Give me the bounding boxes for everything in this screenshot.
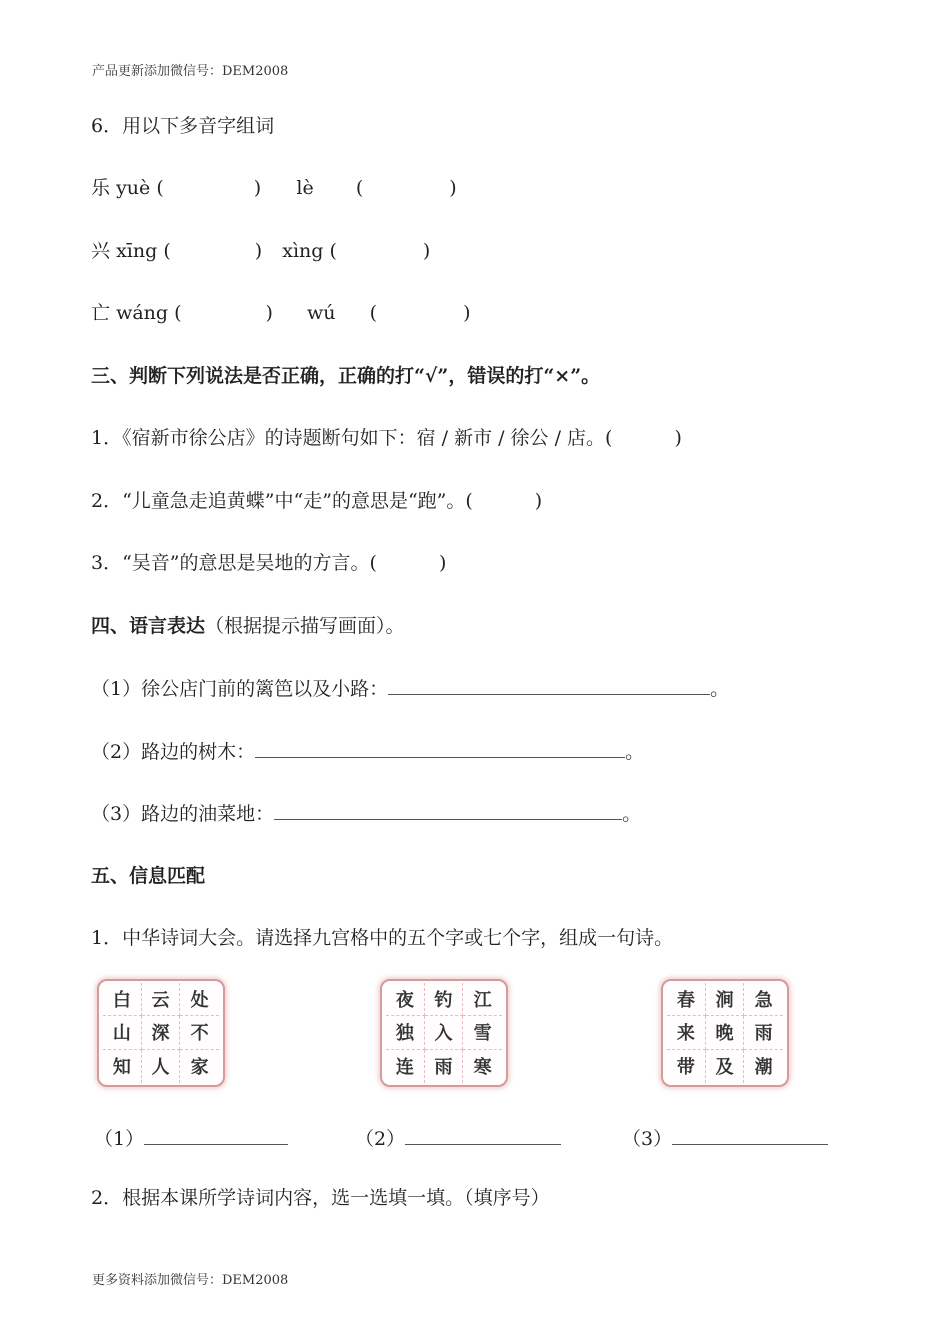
answer-line[interactable] bbox=[405, 1126, 561, 1145]
q6-char: 乐 bbox=[91, 177, 111, 199]
answer-blank[interactable]: ( ) bbox=[163, 240, 263, 262]
nine-grid-2 bbox=[380, 979, 508, 1087]
grid-char[interactable]: 晚 bbox=[706, 1016, 745, 1049]
q6-title: 6．用以下多音字组词 bbox=[91, 115, 275, 137]
grid-char[interactable]: 连 bbox=[386, 1050, 425, 1083]
grid-char[interactable]: 雨 bbox=[425, 1050, 464, 1083]
grid-char[interactable]: 及 bbox=[706, 1050, 745, 1083]
grid-char[interactable]: 独 bbox=[386, 1016, 425, 1049]
q6-char: 兴 bbox=[91, 240, 111, 262]
grid-char[interactable]: 人 bbox=[142, 1050, 181, 1083]
grid-answer-2: （2） bbox=[355, 1124, 561, 1151]
grid-char[interactable]: 白 bbox=[103, 983, 142, 1016]
grid-char[interactable]: 不 bbox=[180, 1016, 219, 1049]
section5-q2: 2．根据本课所学诗词内容，选一选填一填。（填序号） bbox=[91, 1187, 550, 1209]
q6-char: 亡 bbox=[91, 302, 111, 324]
grid-char[interactable]: 急 bbox=[744, 983, 783, 1016]
section3-title: 三、判断下列说法是否正确，正确的打“√”，错误的打“×”。 bbox=[91, 365, 601, 387]
grid-char[interactable]: 家 bbox=[190, 1057, 209, 1079]
grid-char[interactable]: 潮 bbox=[754, 1057, 773, 1079]
answer-blank[interactable]: ( ) bbox=[329, 240, 431, 262]
answer-line[interactable] bbox=[144, 1126, 288, 1145]
describe-item-3: （3）路边的油菜地： 。 bbox=[91, 803, 642, 825]
grid-char[interactable]: 江 bbox=[463, 983, 502, 1016]
section5-title: 五、信息匹配 bbox=[91, 865, 206, 887]
grid-char[interactable]: 入 bbox=[425, 1016, 464, 1049]
grid-char[interactable]: 夜 bbox=[386, 983, 425, 1016]
section5-q1: 1．中华诗词大会。请选择九宫格中的五个字或七个字，组成一句诗。 bbox=[91, 927, 674, 949]
grid-char[interactable]: 寒 bbox=[473, 1057, 492, 1079]
answer-blank[interactable]: ( ) bbox=[174, 302, 273, 324]
judge-item-1: 1．《宿新市徐公店》的诗题断句如下：宿 / 新市 / 徐公 / 店。( ) bbox=[91, 427, 682, 449]
grid-char[interactable]: 山 bbox=[103, 1016, 142, 1049]
answer-line[interactable] bbox=[672, 1126, 828, 1145]
grid-char[interactable]: 钓 bbox=[425, 983, 464, 1016]
grid-char[interactable]: 处 bbox=[180, 983, 219, 1016]
q6-row-3: 亡 wáng ( ) wú ( ) bbox=[91, 302, 471, 324]
judge-item-3: 3．“吴音”的意思是吴地的方言。( ) bbox=[91, 552, 447, 574]
describe-item-1: （1）徐公店门前的篱笆以及小路： 。 bbox=[91, 678, 730, 700]
q6-row-2: 兴 xīng ( ) xìng ( ) bbox=[91, 240, 431, 262]
answer-line[interactable] bbox=[255, 739, 625, 758]
grid-char[interactable]: 雨 bbox=[744, 1016, 783, 1049]
grid-answer-3: （3） bbox=[622, 1124, 828, 1151]
answer-line[interactable] bbox=[274, 801, 622, 820]
grid-char[interactable]: 深 bbox=[142, 1016, 181, 1049]
answer-blank[interactable]: ( ) bbox=[369, 302, 471, 324]
nine-grid-1 bbox=[97, 979, 225, 1087]
answer-blank[interactable]: ( ) bbox=[156, 177, 262, 199]
grid-char[interactable]: 雪 bbox=[463, 1016, 502, 1049]
answer-line[interactable] bbox=[388, 676, 710, 695]
grid-char[interactable]: 知 bbox=[103, 1050, 142, 1083]
grid-char[interactable]: 来 bbox=[667, 1016, 706, 1049]
grid-char[interactable]: 带 bbox=[667, 1050, 706, 1083]
section4-title: 四、语言表达（根据提示描写画面）。 bbox=[91, 615, 405, 637]
answer-blank[interactable]: ( ) bbox=[355, 177, 457, 199]
grid-char[interactable]: 云 bbox=[142, 983, 181, 1016]
grid-char[interactable]: 涧 bbox=[706, 983, 745, 1016]
grid-char[interactable]: 春 bbox=[667, 983, 706, 1016]
grid-answer-1: （1） bbox=[94, 1124, 288, 1151]
nine-grid-3 bbox=[661, 979, 789, 1087]
page-footer: 更多资料添加微信号：DEM2008 bbox=[92, 1273, 289, 1288]
judge-item-2: 2．“儿童急走追黄蝶”中“走”的意思是“跑”。( ) bbox=[91, 490, 543, 512]
describe-item-2: （2）路边的树木： 。 bbox=[91, 741, 645, 763]
q6-row-1: 乐 yuè ( ) lè ( ) bbox=[91, 177, 457, 199]
page-header: 产品更新添加微信号：DEM2008 bbox=[92, 64, 289, 79]
